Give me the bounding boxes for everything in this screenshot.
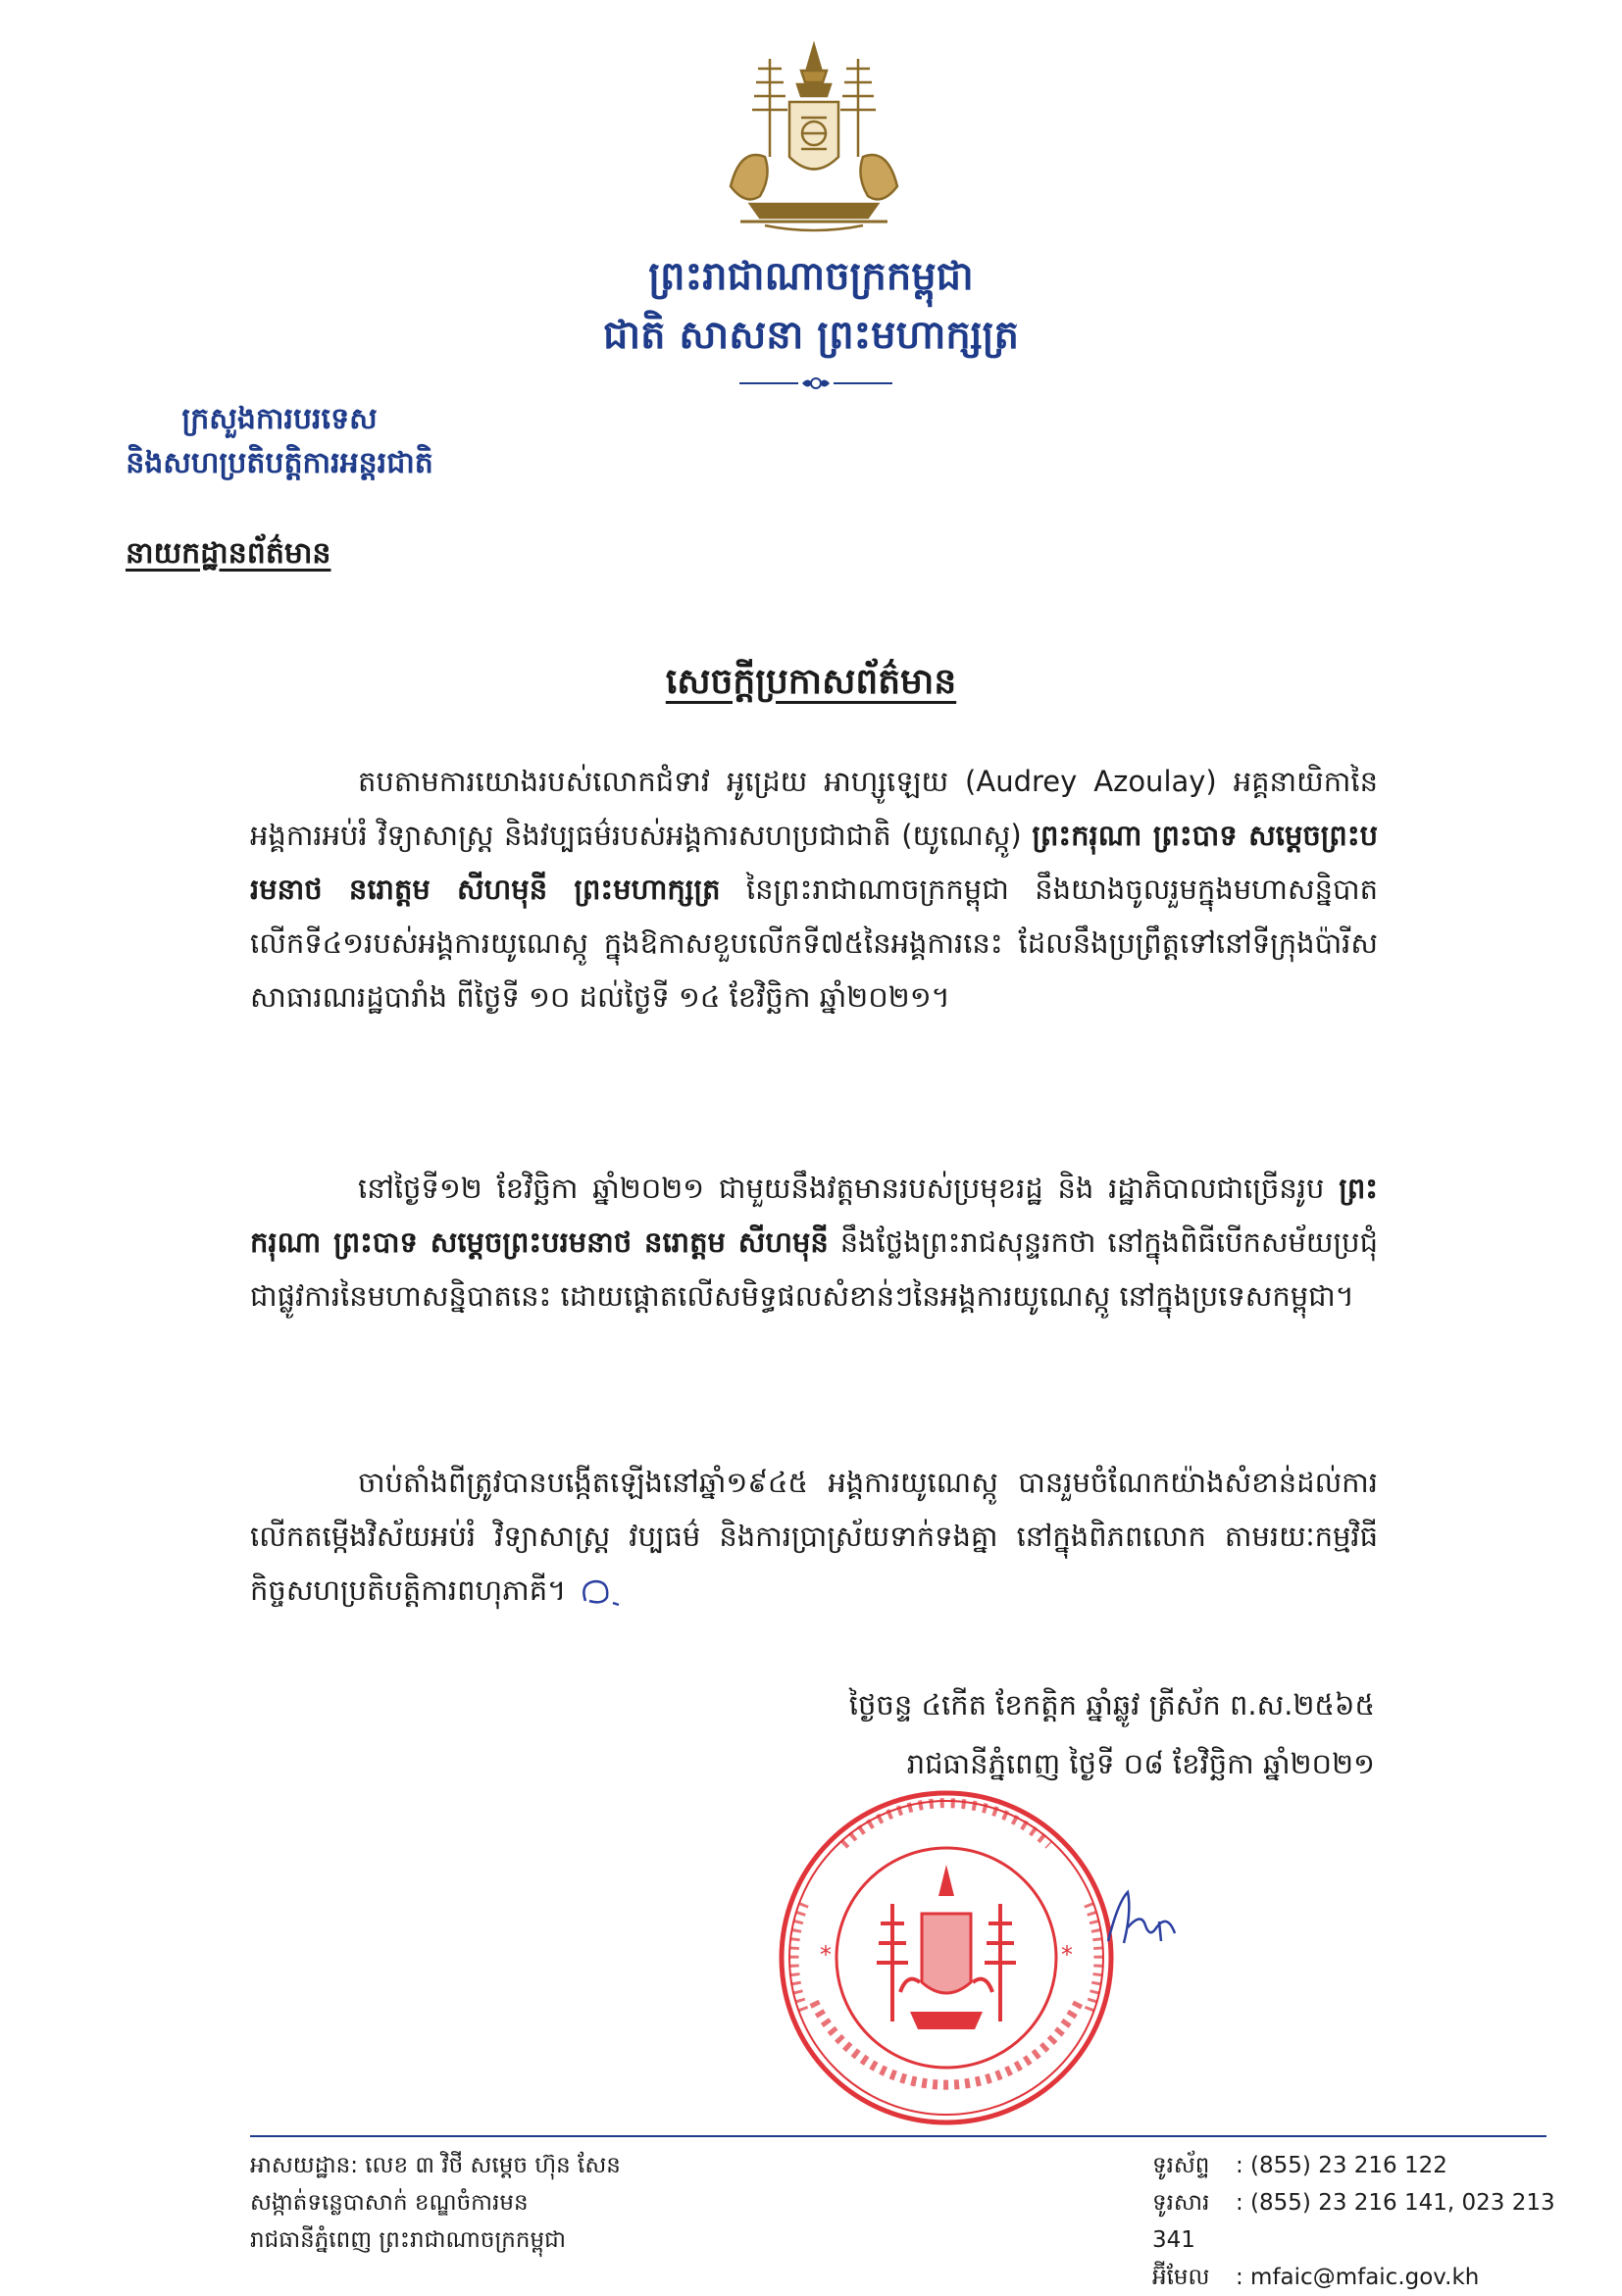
official-seal-icon [775,1786,1118,2129]
ministry-line-1: ក្រសួងការបរទេស [181,402,378,436]
email-label: អ៊ីមែល [1152,2265,1210,2290]
king-title-text: ព្រះករុណា ព្រះបាទ សម្តេចព្រះបរមនាថ នរោត្តម សីហមុនី [250,1172,1378,1259]
king-title-text: ព្រះករុណា ព្រះបាទ សម្តេចព្រះបរមនាថ នរោត្តម សីហមុនី ព្រះមហាក្សត្រ [250,819,1378,906]
paragraph-2-text [250,1172,1378,1313]
paragraph-run: នៃព្រះរាជាណាចក្រកម្ពុជា នឹងយាងចូលរួមក្នុងមហាសន្និបាតលើកទី៤១របស់អង្គការយូណេស្កូ ក្នុងឱកាសខួបលើកទី៧៥នៃអង្គការនេះ ដែលនឹងប្រព្រឹត្តទៅនៅទីក្រុងប៉ារីស សាធារណរដ្ឋបារាំង ពីថ្ងៃទី ១០ ដល់ថ្ងៃទី ១៤ ខែវិច្ឆិកា ឆ្នាំ២០២១។ [250,873,1378,1014]
fax-row [1152,2184,1564,2259]
paragraph-1-text [250,765,1378,1014]
footer-divider [250,2135,1546,2137]
fax-label: ទូរសារ [1152,2190,1210,2216]
footer-address [250,2147,937,2259]
paragraph-1 [250,755,1378,1024]
address-line-3: រាជធានីភ្នំពេញ ព្រះរាជាណាចក្រកម្ពុជា [250,2227,566,2253]
email-address: : mfaic@mfaic.gov.kh [1236,2265,1480,2290]
lunar-date: ថ្ងៃចន្ទ ៤កើត ខែកត្តិក ឆ្នាំឆ្លូវ ត្រីស័ក ព.ស.២៥៦៥ [848,1688,1375,1722]
ornamental-divider-icon [737,374,894,393]
paragraph-run: នឹងថ្លែងព្រះរាជសុន្ទរកថា នៅក្នុងពិធីបើកសម័យប្រជុំជាផ្លូវការនៃមហាសន្និបាតនេះ ដោយផ្តោតលើសមិទ្ធផលសំខាន់ៗនៃអង្គការយូណេស្កូ នៅក្នុងប្រទេសកម្ពុជា។ [250,1225,1378,1313]
ministry-line-2: និងសហប្រតិបត្តិការអន្តរជាតិ [126,446,433,480]
phone-label: ទូរស័ព្ទ [1152,2153,1210,2178]
solar-date: រាជធានីភ្នំពេញ ថ្ងៃទី ០៨ ខែវិច្ឆិកា ឆ្នាំ២០២១ [906,1747,1375,1780]
national-motto: ជាតិ សាសនា ព្រះមហាក្សត្រ [603,313,1019,358]
royal-arms-icon [711,39,917,235]
department-name: នាយកដ្ឋានព័ត៌មាន [126,536,331,571]
footer-contacts [1152,2147,1564,2296]
paragraph-3 [250,1456,1378,1618]
paragraph-3-text [250,1466,1378,1607]
svg-text:*: * [820,1941,832,1969]
phone-number: : (855) 23 216 122 [1236,2153,1447,2178]
paragraph-2 [250,1162,1378,1323]
svg-text:*: * [1061,1941,1073,1969]
paragraph-run: ចាប់តាំងពីត្រូវបានបង្កើតឡើងនៅឆ្នាំ១៩៤៥ អង្គការយូណេស្កូ បានរួមចំណែកយ៉ាងសំខាន់ដល់ការលើកតម្កើងវិស័យអប់រំ វិទ្យាសាស្ត្រ វប្បធម៌ និងការប្រាស្រ័យទាក់ទងគ្នា នៅក្នុងពិភពលោក តាមរយៈកម្មវិធីកិច្ចសហប្រតិបត្តិការពហុភាគី។ [250,1466,1378,1607]
phone-row [1152,2147,1564,2184]
paragraph-run: នៅថ្ងៃទី១២ ខែវិច្ឆិកា ឆ្នាំ២០២១ ជាមួយនឹងវត្តមានរបស់ប្រមុខរដ្ឋ និង រដ្ឋាភិបាលជាច្រើនរូប [358,1172,1340,1205]
handwritten-initial-icon [576,1575,634,1609]
signature-icon [1098,1882,1216,1961]
fax-number: : (855) 23 216 141, 023 213 341 [1152,2190,1555,2253]
ministry-name [74,397,485,485]
address-line-2: សង្កាត់ទន្លេបាសាក់ ខណ្ឌចំការមន [250,2190,529,2216]
kingdom-name: ព្រះរាជាណាចក្រកម្ពុជា [648,254,974,299]
paragraph-run: តបតាមការយោងរបស់លោកជំទាវ អូដ្រេយ អាហ្សូឡេយ (Audrey Azoulay) អគ្គនាយិកានៃអង្គការអប់រំ វិទ្យាសាស្ត្រ និងវប្បធម៌របស់អង្គការសហប្រជាជាតិ (យូណេស្កូ) [250,765,1378,852]
email-row [1152,2259,1564,2296]
address-line-1: អាសយដ្ឋាន: លេខ ៣ វិថី សម្តេច ហ៊ុន សែន [250,2153,621,2178]
document-title: សេចក្តីប្រកាសព័ត៌មាន [665,662,957,702]
